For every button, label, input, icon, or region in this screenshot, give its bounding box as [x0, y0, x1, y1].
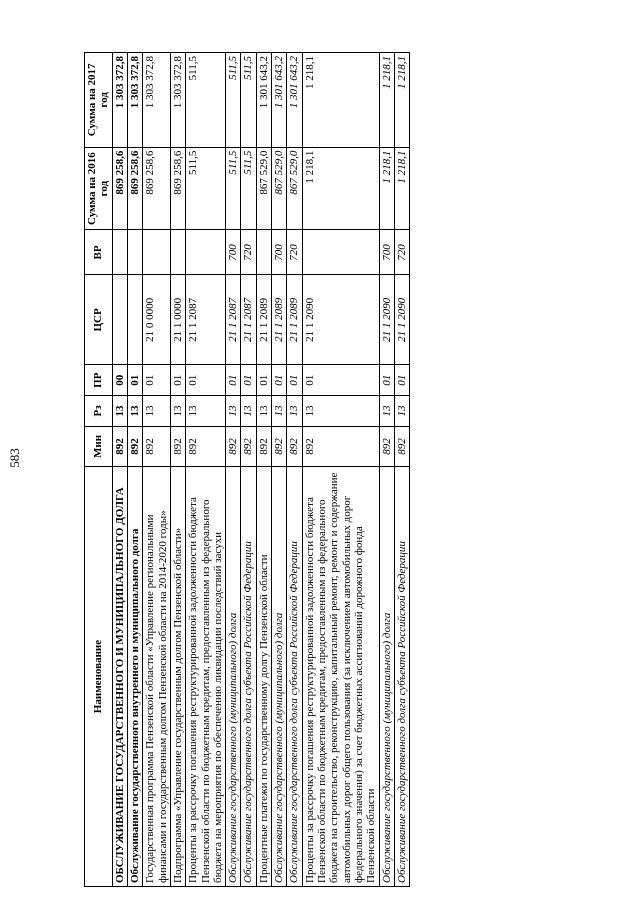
name-cell: ОБСЛУЖИВАНИЕ ГОСУДАРСТВЕННОГО И МУНИЦИПАЛЬНОГО ДОЛГА — [112, 467, 127, 887]
page-number: 583 — [7, 448, 22, 468]
header-min: Мин — [85, 426, 113, 466]
rz-cell: 13 — [379, 396, 394, 427]
pr-cell: 01 — [143, 365, 171, 396]
min-cell: 892 — [272, 426, 287, 466]
sum-2017-cell: 1 218,1 — [394, 53, 409, 148]
sum-2017-cell: 511,5 — [226, 53, 241, 148]
rz-cell: 13 — [143, 396, 171, 427]
csr-cell: 21 1 2089 — [256, 275, 271, 365]
min-cell: 892 — [394, 426, 409, 466]
min-cell: 892 — [170, 426, 185, 466]
pr-cell: 01 — [226, 365, 241, 396]
table-row — [112, 53, 127, 887]
table-body — [112, 53, 410, 887]
pr-cell: 01 — [302, 365, 379, 396]
budget-table — [84, 52, 410, 887]
vr-cell — [143, 230, 171, 275]
rz-cell: 13 — [272, 396, 287, 427]
header-rz: Рз — [85, 396, 113, 427]
table-row — [127, 53, 142, 887]
min-cell: 892 — [302, 426, 379, 466]
name-cell: Процентные платежи по государственному долгу Пензенской области — [256, 467, 271, 887]
csr-cell: 21 1 2090 — [394, 275, 409, 365]
name-cell: Проценты за рассрочку погашения реструктурированной задолженности бюджета Пензенской области по бюджетным кредитам, предоставленным из федерального бюджета на мероприятия по обеспечению ликвидации последствий засухи — [186, 467, 226, 887]
min-cell: 892 — [256, 426, 271, 466]
csr-cell: 21 1 2089 — [287, 275, 302, 365]
table-row — [272, 53, 287, 887]
sum-2016-cell: 869 258,6 — [143, 147, 171, 230]
sum-2016-cell: 867 529,0 — [256, 147, 271, 230]
sum-2017-cell: 1 303 372,8 — [112, 53, 127, 148]
sum-2016-cell: 867 529,0 — [287, 147, 302, 230]
table-row — [287, 53, 302, 887]
header-sum-2016: Сумма на 2016 год — [85, 147, 113, 230]
vr-cell: 700 — [226, 230, 241, 275]
name-cell: Проценты за рассрочку погашения реструктурированной задолженности бюджета Пензенской области по бюджетным кредитам, предоставленным из федерального бюджета на строительство, реконструкцию, капитальный ремонт, ремонт и содержание автомобильных дорог общего пользования (за исключением автомобильных дорог федерального значения) за счет бюджетных ассигнований дорожного фонда Пензенской области — [302, 467, 379, 887]
sum-2016-cell: 511,5 — [241, 147, 256, 230]
rz-cell: 13 — [241, 396, 256, 427]
header-csr: ЦСР — [85, 275, 113, 365]
sum-2017-cell: 511,5 — [186, 53, 226, 148]
rz-cell: 13 — [394, 396, 409, 427]
table-row — [186, 53, 226, 887]
vr-cell — [302, 230, 379, 275]
header-sum-2017: Сумма на 2017 год — [85, 53, 113, 148]
name-cell: Обслуживание государственного долга субъекта Российской Федерации — [241, 467, 256, 887]
vr-cell: 700 — [379, 230, 394, 275]
name-cell: Подпрограмма «Управление государственным долгом Пензенской области» — [170, 467, 185, 887]
csr-cell: 21 1 2090 — [302, 275, 379, 365]
min-cell: 892 — [241, 426, 256, 466]
sum-2017-cell: 1 303 372,8 — [127, 53, 142, 148]
sum-2016-cell: 511,5 — [226, 147, 241, 230]
pr-cell: 01 — [186, 365, 226, 396]
vr-cell: 700 — [272, 230, 287, 275]
pr-cell: 01 — [256, 365, 271, 396]
min-cell: 892 — [127, 426, 142, 466]
name-cell: Обслуживание государственного долга субъекта Российской Федерации — [394, 467, 409, 887]
sum-2017-cell: 1 218,1 — [379, 53, 394, 148]
vr-cell: 720 — [241, 230, 256, 275]
csr-cell: 21 1 2087 — [241, 275, 256, 365]
rz-cell: 13 — [302, 396, 379, 427]
header-name: Наименование — [85, 467, 113, 887]
name-cell: Обслуживание государственного (муниципального) долга — [379, 467, 394, 887]
name-cell: Обслуживание государственного внутреннего и муниципального долга — [127, 467, 142, 887]
sum-2016-cell: 1 218,1 — [394, 147, 409, 230]
rz-cell: 13 — [287, 396, 302, 427]
sum-2016-cell: 869 258,6 — [112, 147, 127, 230]
header-pr: ПР — [85, 365, 113, 396]
sum-2017-cell: 511,5 — [241, 53, 256, 148]
pr-cell: 01 — [127, 365, 142, 396]
name-cell: Обслуживание государственного (муниципального) долга — [272, 467, 287, 887]
rz-cell: 13 — [127, 396, 142, 427]
pr-cell: 01 — [287, 365, 302, 396]
rz-cell: 13 — [186, 396, 226, 427]
csr-cell: 21 1 2087 — [226, 275, 241, 365]
table-row — [226, 53, 241, 887]
sum-2016-cell: 869 258,6 — [170, 147, 185, 230]
csr-cell: 21 1 2089 — [272, 275, 287, 365]
name-cell: Обслуживание государственного (муниципального) долга — [226, 467, 241, 887]
pr-cell: 01 — [272, 365, 287, 396]
csr-cell — [127, 275, 142, 365]
vr-cell — [256, 230, 271, 275]
csr-cell: 21 1 2087 — [186, 275, 226, 365]
pr-cell: 01 — [241, 365, 256, 396]
csr-cell: 21 1 2090 — [379, 275, 394, 365]
sum-2016-cell: 1 218,1 — [302, 147, 379, 230]
sum-2017-cell: 1 301 643,2 — [287, 53, 302, 148]
table-row — [394, 53, 409, 887]
header-vr: ВР — [85, 230, 113, 275]
vr-cell — [170, 230, 185, 275]
pr-cell: 00 — [112, 365, 127, 396]
rz-cell: 13 — [170, 396, 185, 427]
table-row — [143, 53, 171, 887]
vr-cell — [186, 230, 226, 275]
sum-2017-cell: 1 301 643,2 — [256, 53, 271, 148]
vr-cell — [112, 230, 127, 275]
min-cell: 892 — [112, 426, 127, 466]
csr-cell — [112, 275, 127, 365]
csr-cell: 21 0 0000 — [143, 275, 171, 365]
sum-2016-cell: 1 218,1 — [379, 147, 394, 230]
sum-2017-cell: 1 303 372,8 — [170, 53, 185, 148]
table-row — [256, 53, 271, 887]
name-cell: Обслуживание государственного долга субъекта Российской Федерации — [287, 467, 302, 887]
csr-cell: 21 1 0000 — [170, 275, 185, 365]
vr-cell — [127, 230, 142, 275]
min-cell: 892 — [143, 426, 171, 466]
pr-cell: 01 — [379, 365, 394, 396]
pr-cell: 01 — [170, 365, 185, 396]
sum-2016-cell: 511,5 — [186, 147, 226, 230]
sum-2016-cell: 867 529,0 — [272, 147, 287, 230]
min-cell: 892 — [379, 426, 394, 466]
sum-2016-cell: 869 258,6 — [127, 147, 142, 230]
name-cell: Государственная программа Пензенской области «Управление региональными финансами и государственным долгом Пензенской области на 2014-2020 годы» — [143, 467, 171, 887]
vr-cell: 720 — [394, 230, 409, 275]
rz-cell: 13 — [226, 396, 241, 427]
vr-cell: 720 — [287, 230, 302, 275]
table-row — [302, 53, 379, 887]
sum-2017-cell: 1 301 643,2 — [272, 53, 287, 148]
rotated-table-container — [84, 52, 560, 887]
table-row — [241, 53, 256, 887]
table-row — [379, 53, 394, 887]
rz-cell: 13 — [112, 396, 127, 427]
min-cell: 892 — [287, 426, 302, 466]
table-header-row — [85, 53, 113, 887]
sum-2017-cell: 1 303 372,8 — [143, 53, 171, 148]
pr-cell: 01 — [394, 365, 409, 396]
table-row — [170, 53, 185, 887]
sum-2017-cell: 1 218,1 — [302, 53, 379, 148]
min-cell: 892 — [186, 426, 226, 466]
min-cell: 892 — [226, 426, 241, 466]
rz-cell: 13 — [256, 396, 271, 427]
